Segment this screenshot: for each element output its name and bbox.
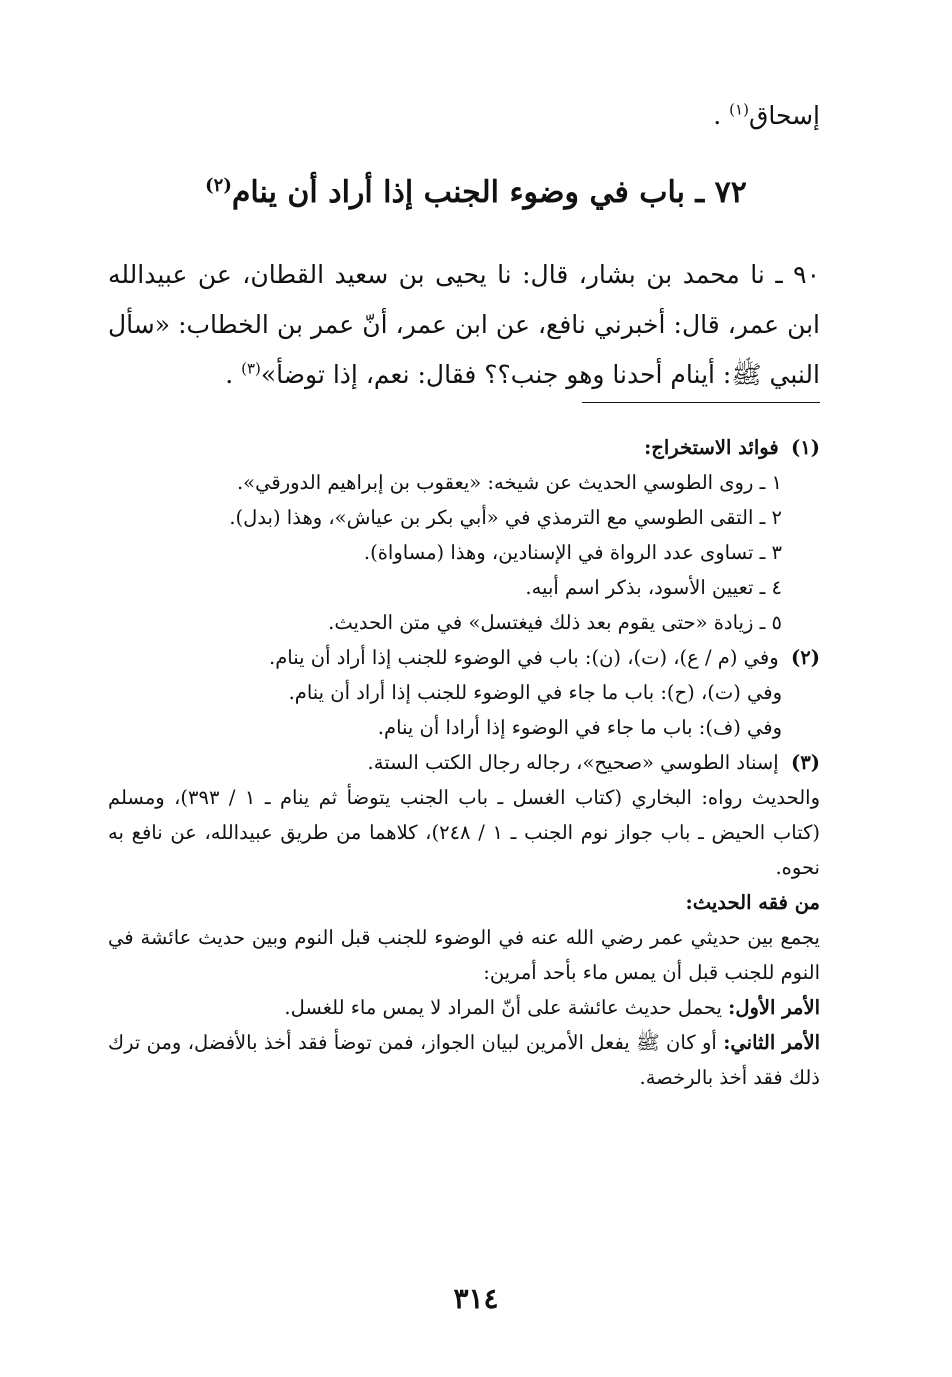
hadith-end: . — [225, 360, 242, 389]
footnote-3-takhrij: والحديث رواه: البخاري (كتاب الغسل ـ باب الجنب يتوضأ ثم ينام ـ ١ / ٣٩٣)، ومسلم (كتاب الحيض ـ باب جواز نوم الجنب ـ ١ / ٢٤٨)، كلاهما من طريق عبيدالله، عن نافع به نحوه. — [108, 786, 821, 879]
footnote-ref-2: (٢) — [205, 175, 232, 196]
footnotes — [108, 430, 820, 1095]
fiqh-second — [108, 1025, 820, 1095]
footnote-1-title: فوائد الاستخراج: — [644, 436, 779, 459]
fiqh-first-label: الأمر الأول: — [728, 996, 820, 1019]
footnote-3-text: إسناد الطوسي «صحيح»، رجاله رجال الكتب الستة. — [367, 751, 779, 774]
footnote-1-heading — [108, 430, 820, 465]
fiqh-second-label: الأمر الثاني: — [723, 1031, 820, 1054]
footnote-3-number: (٣) — [791, 751, 820, 774]
fiqh-first-text: يحمل حديث عائشة على أنّ المراد لا يمس ماء للغسل. — [284, 996, 729, 1019]
footnote-1-item: ٥ ـ زيادة «حتى يقوم بعد ذلك فيغتسل» في متن الحديث. — [328, 611, 782, 634]
page-number: ٣١٤ — [453, 1282, 499, 1315]
footnote-2-line: وفي (ت)، (ح): باب ما جاء في الوضوء للجنب إذا أراد أن ينام. — [288, 681, 782, 704]
footnote-1-item: ٤ ـ تعيين الأسود، بذكر اسم أبيه. — [525, 576, 782, 599]
chapter-heading — [108, 166, 844, 220]
footnote-1-item: ١ ـ روى الطوسي الحديث عن شيخه: «يعقوب بن إبراهيم الدورقي». — [236, 471, 782, 494]
footnote-2-line: وفي (ف): باب ما جاء في الوضوء إذا أرادا أن ينام. — [377, 716, 782, 739]
footnote-ref-3: (٣) — [241, 359, 261, 378]
footnote-2-number: (٢) — [791, 646, 820, 669]
footnote-2-text: وفي (م / ع)، (ت)، (ن): باب في الوضوء للجنب إذا أراد أن ينام. — [269, 646, 779, 669]
fiqh-first — [108, 990, 820, 1025]
continuation-line — [108, 96, 820, 136]
footnote-separator — [582, 402, 820, 403]
hadith-text: ٩٠ ـ نا محمد بن بشار، قال: نا يحيى بن سعيد القطان، عن عبيدالله ابن عمر، قال: أخبرني نافع، عن ابن عمر، أنّ عمر بن الخطاب: «سأل النبي ﷺ: أينام أحدنا وهو جنب؟؟ فقال: نعم، إذا توضأ» — [108, 260, 820, 389]
continuation-end: . — [713, 101, 730, 130]
chapter-title: ٧٢ ـ باب في وضوء الجنب إذا أراد أن ينام — [231, 175, 747, 210]
footnote-1-number: (١) — [791, 436, 820, 459]
footnote-2-line — [108, 640, 820, 675]
fiqh-text: يجمع بين حديثي عمر رضي الله عنه في الوضوء للجنب قبل النوم وبين حديث عائشة في النوم للجنب قبل أن يمس ماء بأحد أمرين: — [108, 926, 820, 984]
fiqh-heading: من فقه الحديث: — [685, 891, 820, 914]
hadith-paragraph — [108, 250, 820, 400]
fiqh-second-text: أو كان ﷺ يفعل الأمرين لبيان الجواز، فمن توضأ فقد أخذ بالأفضل، ومن ترك ذلك فقد أخذ بالرخصة. — [108, 1031, 820, 1089]
footnote-1-item: ٢ ـ التقى الطوسي مع الترمذي في «أبي بكر بن عياش»، وهذا (بدل). — [229, 506, 782, 529]
continuation-text: إسحاق — [748, 101, 820, 130]
footnote-1-item: ٣ ـ تساوى عدد الرواة في الإسنادين، وهذا (مساواة). — [363, 541, 782, 564]
footnote-ref-1: (١) — [729, 100, 749, 119]
footnote-3-line — [108, 745, 820, 780]
